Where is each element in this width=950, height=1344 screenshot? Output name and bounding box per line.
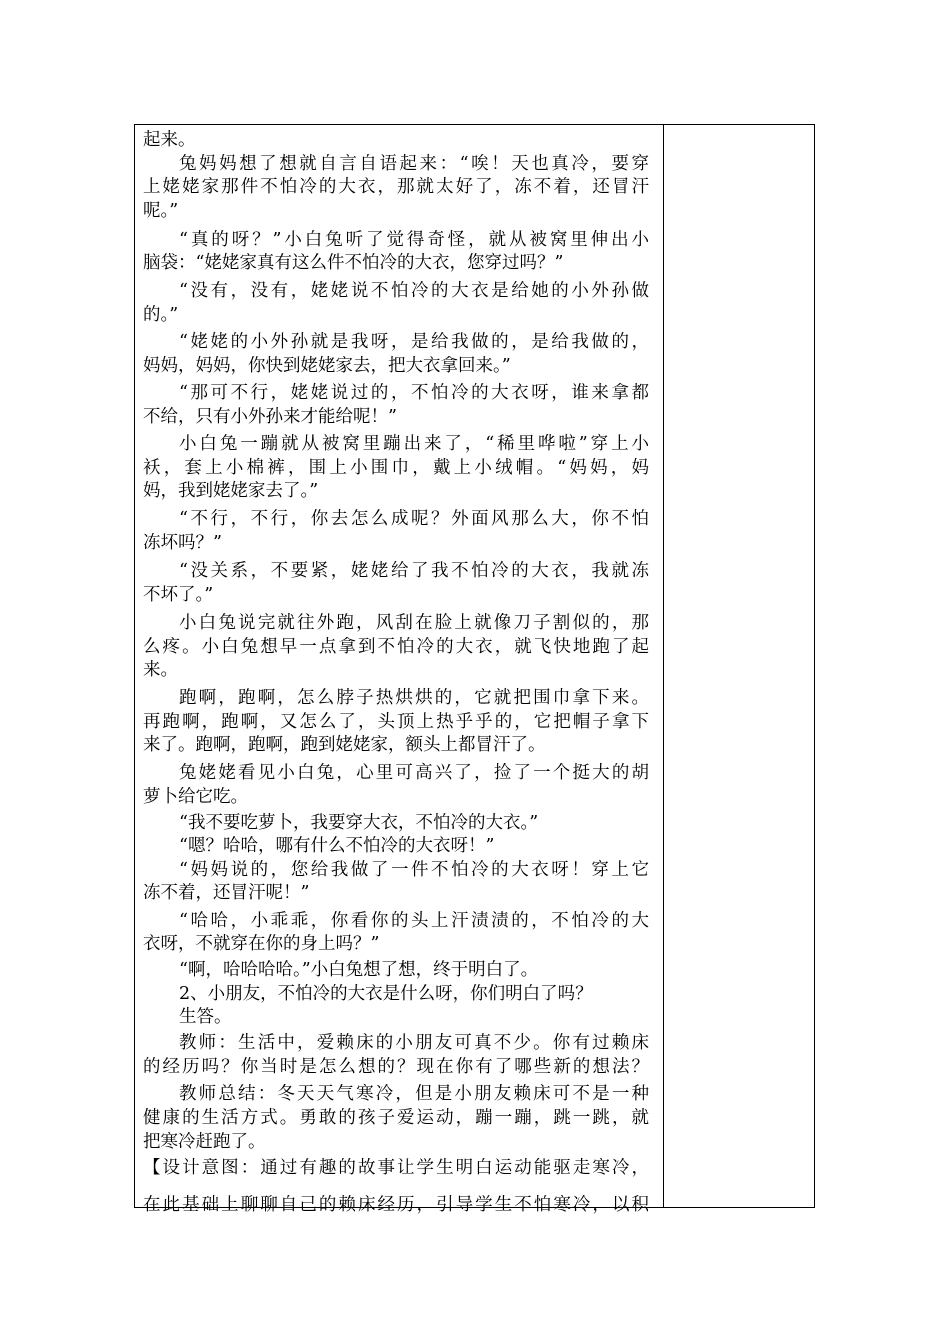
text-line: 【设计意图：通过有趣的故事让学生明白运动能驱走寒冷，	[143, 1158, 649, 1178]
text-line: “我不要吃萝卜，我要穿大衣，不怕冷的大衣。”	[179, 813, 539, 833]
text-line: 生答。	[179, 1007, 232, 1027]
text-line: 的。”	[143, 305, 179, 325]
text-line: 再跑啊，跑啊，又怎么了，头顶上热乎乎的，它把帽子拿下	[143, 712, 649, 732]
text-line: “哈哈，小乖乖，你看你的头上汗渍渍的，不怕冷的大	[179, 911, 649, 931]
text-line: “嗯？哈哈，哪有什么不怕冷的大衣呀！”	[179, 836, 495, 856]
text-line: 兔妈妈想了想就自言自语起来：“唉！天也真冷，要穿	[179, 154, 649, 174]
text-line: 教师：生活中，爱赖床的小朋友可真不少。你有过赖床	[179, 1033, 649, 1053]
text-line: 冻坏吗？”	[143, 533, 222, 553]
text-line: 衣呀，不就穿在你的身上吗？”	[143, 934, 380, 954]
text-line: 教师总结：冬天天气寒冷，但是小朋友赖床可不是一种	[179, 1084, 649, 1104]
text-line: 把寒冷赶跑了。	[143, 1132, 266, 1152]
text-line: 呢。”	[143, 201, 179, 221]
text-line: 萝卜给它吃。	[143, 787, 248, 807]
text-line: 兔姥姥看见小白兔，心里可高兴了，捡了一个挺大的胡	[179, 763, 649, 783]
text-line: 在此基础上聊聊自己的赖床经历，引导学生不怕寒冷，以积	[143, 1195, 649, 1215]
text-line: 冻不着，还冒汗呢！”	[143, 883, 310, 903]
text-line: 上姥姥家那件不怕冷的大衣，那就太好了，冻不着，还冒汗	[143, 177, 649, 197]
text-line: 小白兔一蹦就从被窝里蹦出来了，“稀里哗啦”穿上小	[179, 434, 649, 454]
text-line: “姥姥的小外孙就是我呀，是给我做的，是给我做的，	[179, 332, 649, 352]
notes-cell	[666, 125, 814, 1207]
text-line: 小白兔说完就往外跑，风刮在脸上就像刀子割似的，那	[179, 613, 649, 633]
text-line: 2、小朋友，不怕冷的大衣是什么呀，你们明白了吗？	[179, 984, 593, 1004]
text-line: 健康的生活方式。勇敢的孩子爱运动，蹦一蹦，跳一跳，就	[143, 1108, 649, 1128]
text-line: 的经历吗？你当时是怎么想的？现在你有了哪些新的想法？	[143, 1057, 649, 1077]
text-line: 妈妈，妈妈，你快到姥姥家去，把大衣拿回来。”	[143, 356, 511, 376]
text-line: 不坏了。”	[143, 585, 214, 605]
text-line: 来。	[143, 660, 178, 680]
text-line: 不给，只有小外孙来才能给呢！”	[143, 407, 397, 427]
text-line: “真的呀？”小白兔听了觉得奇怪，就从被窝里伸出小	[179, 230, 649, 250]
text-line: “啊，哈哈哈哈。”小白兔想了想，终于明白了。	[179, 960, 539, 980]
text-line: “那可不行，姥姥说过的，不怕冷的大衣呀，谁来拿都	[179, 383, 649, 403]
text-line: 跑啊，跑啊，怎么脖子热烘烘的，它就把围巾拿下来。	[179, 688, 649, 708]
text-line: “没关系，不要紧，姥姥给了我不怕冷的大衣，我就冻	[179, 561, 649, 581]
text-line: 袄，套上小棉裤，围上小围巾，戴上小绒帽。“妈妈，妈	[143, 458, 649, 478]
text-line: “没有，没有，姥姥说不怕冷的大衣是给她的小外孙做	[179, 281, 649, 301]
text-line: 起来。	[143, 130, 196, 150]
text-line: 脑袋：“姥姥家真有这么件不怕冷的大衣，您穿过吗？”	[143, 253, 564, 273]
text-line: “不行，不行，你去怎么成呢？外面风那么大，你不怕	[179, 509, 649, 529]
text-line: 妈，我到姥姥家去了。”	[143, 481, 319, 501]
text-line: “妈妈说的，您给我做了一件不怕冷的大衣呀！穿上它	[179, 860, 649, 880]
lesson-table	[134, 124, 815, 1215]
column-divider	[663, 125, 664, 1207]
text-line: 么疼。小白兔想早一点拿到不怕冷的大衣，就飞快地跑了起	[143, 637, 649, 657]
text-line: 来了。跑啊，跑啊，跑到姥姥家，额头上都冒汗了。	[143, 735, 546, 755]
